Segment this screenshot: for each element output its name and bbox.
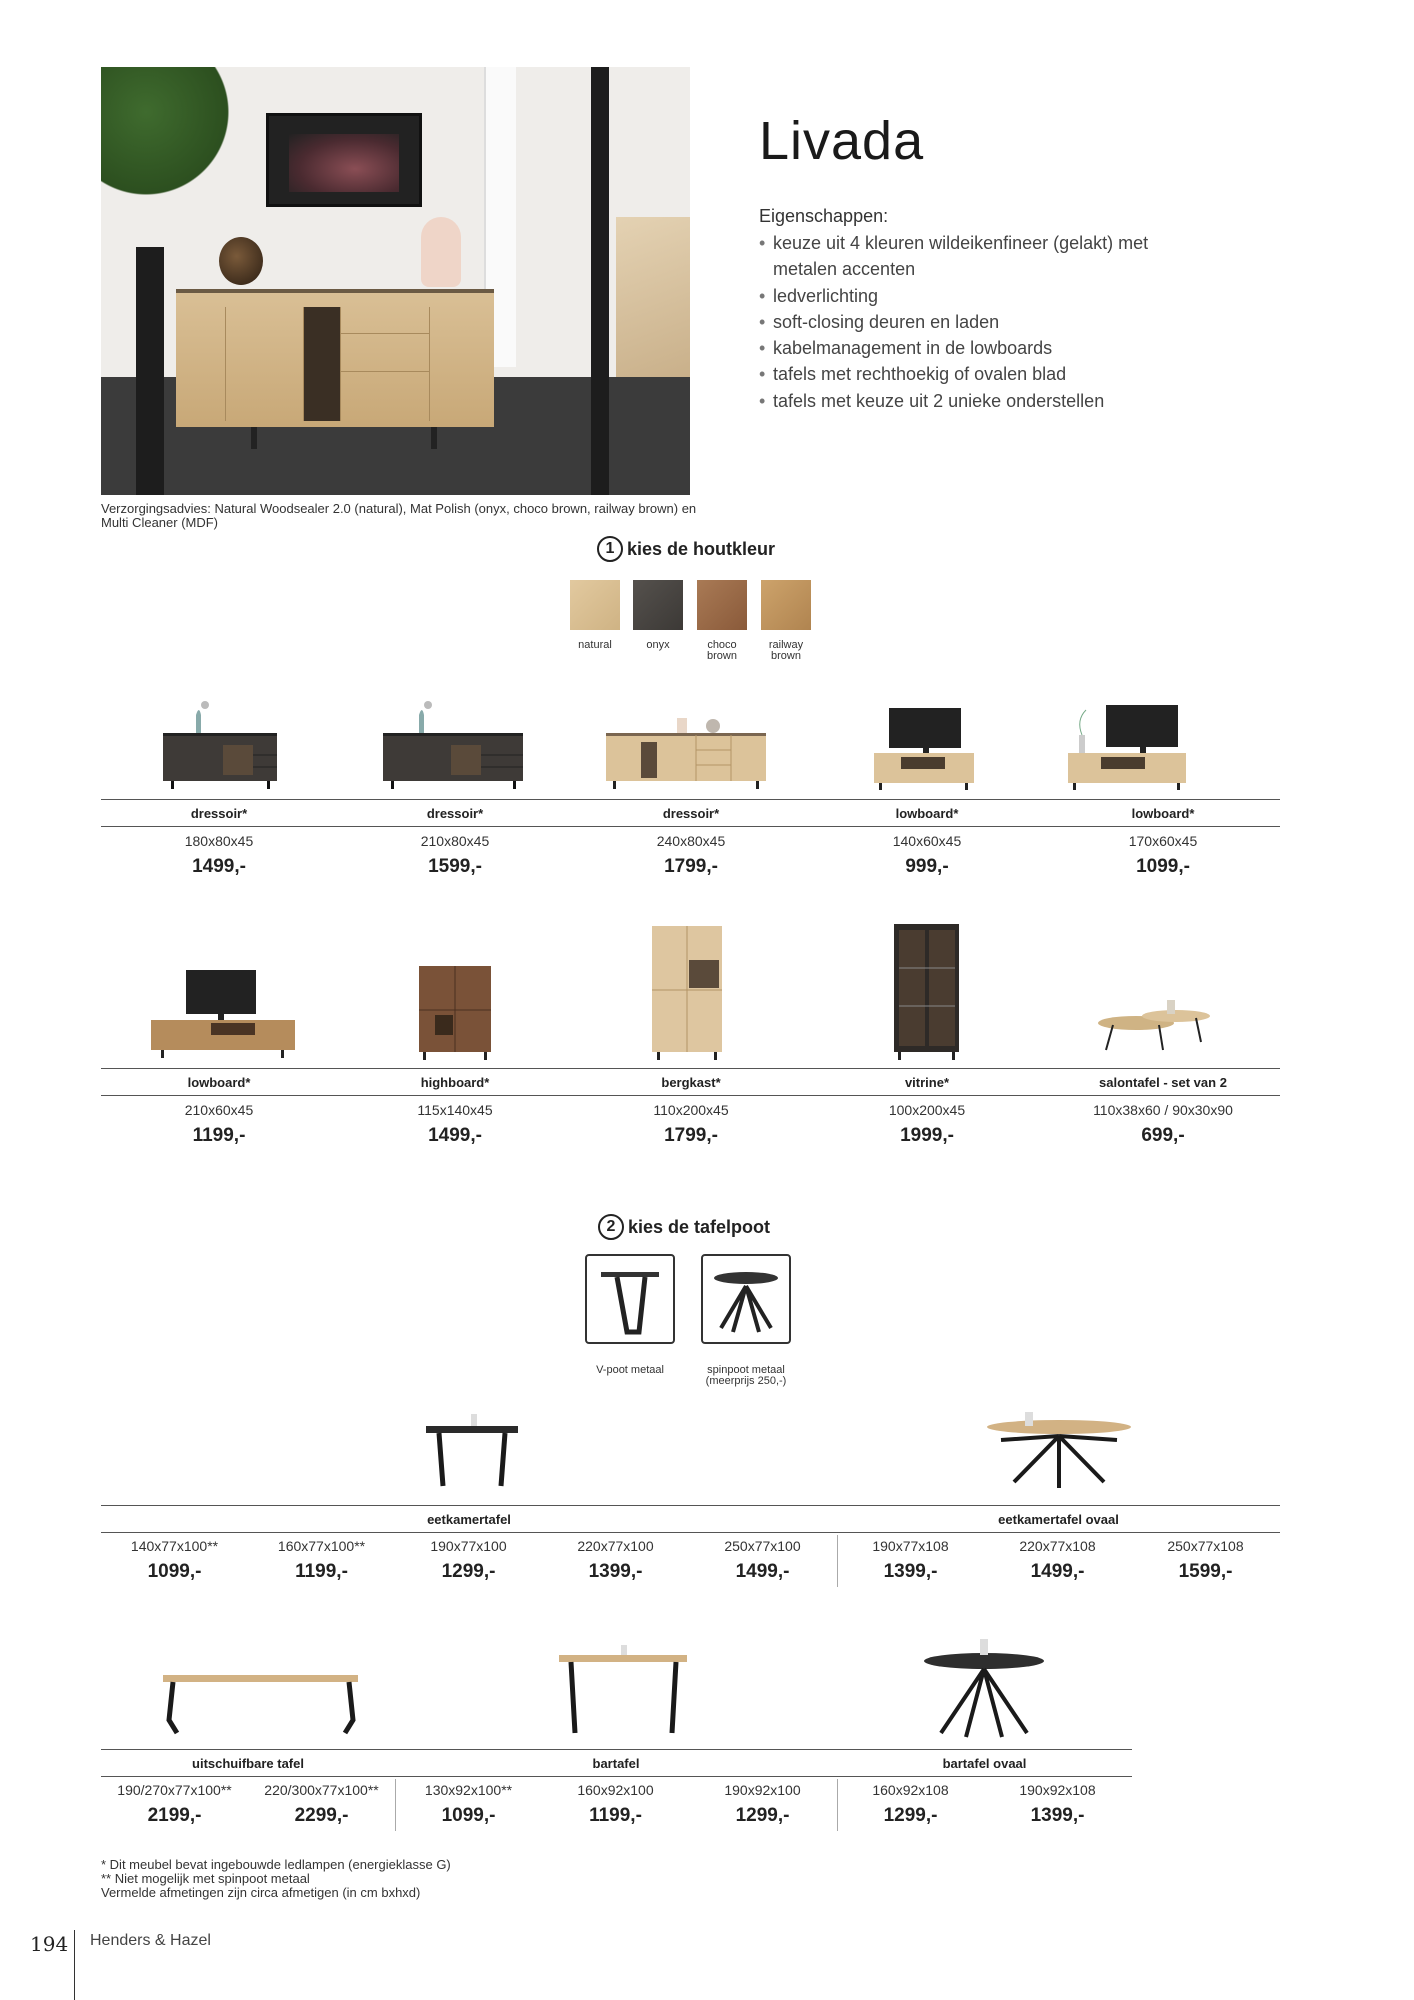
table-group-name: eetkamertafel <box>427 1512 511 1527</box>
product-price: 1399,- <box>883 1561 938 1582</box>
product-name: dressoir* <box>426 806 484 821</box>
step-number: 2 <box>598 1214 624 1240</box>
product-price: 1299,- <box>883 1805 938 1826</box>
row2-bottom-rule <box>101 1095 1280 1096</box>
spin-leg-icon <box>703 1256 789 1342</box>
property-item: • keuze uit 4 kleuren wildeikenfineer (gelakt) met metalen accenten <box>759 230 1179 283</box>
product-price: 1799,- <box>664 1125 718 1146</box>
swatch-label: railway brown <box>768 639 804 662</box>
product-price: 1999,- <box>900 1125 954 1146</box>
product-dims: 190x92x108 <box>1019 1782 1096 1798</box>
footnotes <box>101 1858 451 1900</box>
product-price: 1799,- <box>664 856 718 877</box>
product-dims: 180x80x45 <box>184 833 254 849</box>
product-dims: 130x92x100** <box>424 1782 513 1798</box>
lowboard-210-image <box>151 970 295 1058</box>
property-item: • tafels met keuze uit 2 unieke onderstellen <box>759 388 1179 414</box>
product-dims: 190x77x108 <box>872 1538 949 1554</box>
step-label: kies de houtkleur <box>627 538 776 559</box>
uitschuifbare-tafel-image <box>163 1675 358 1733</box>
tables2-images <box>101 1605 1281 1750</box>
care-advice: Verzorgingsadvies: Natural Woodsealer 2.0 (natural), Mat Polish (onyx, choco brown, railway brown) en Multi Cleaner (MDF) <box>101 501 697 530</box>
product-name: lowboard* <box>1131 806 1195 821</box>
table-group-name: uitschuifbare tafel <box>192 1756 304 1771</box>
product-dims: 115x140x45 <box>417 1102 493 1118</box>
properties-heading: Eigenschappen: <box>759 206 889 226</box>
product-dims: 160x77x100** <box>277 1538 366 1554</box>
product-dims: 170x60x45 <box>1128 833 1198 849</box>
row1-bottom-rule <box>101 826 1280 827</box>
swatch-railway-brown[interactable] <box>761 580 811 630</box>
product-dims: 220/300x77x100** <box>264 1782 379 1798</box>
dressoir-natural-240-image <box>606 718 766 789</box>
product-dims: 250x77x108 <box>1167 1538 1244 1554</box>
hero-photo <box>101 67 690 495</box>
lowboard-140-image <box>874 708 974 790</box>
spin-leg-option[interactable] <box>701 1254 791 1344</box>
row2-product-images <box>101 920 1281 1070</box>
color-swatches <box>570 580 830 670</box>
footnote: Vermelde afmetingen zijn circa afmetigen (in cm bxhxd) <box>101 1885 421 1900</box>
v-leg-option[interactable] <box>585 1254 675 1344</box>
swatch-onyx[interactable] <box>633 580 683 630</box>
step-label: kies de tafelpoot <box>628 1216 771 1237</box>
swatch-natural[interactable] <box>570 580 620 630</box>
row2-top-rule <box>101 1068 1280 1069</box>
product-price: 699,- <box>1141 1125 1185 1146</box>
product-price: 1199,- <box>295 1561 348 1582</box>
product-dims: 240x80x45 <box>656 833 726 849</box>
product-dims: 190x92x100 <box>724 1782 801 1798</box>
product-dims: 210x60x45 <box>184 1102 254 1118</box>
lowboard-170-image <box>1068 705 1186 790</box>
product-price: 1599,- <box>1178 1561 1233 1582</box>
product-price: 1499,- <box>192 856 246 877</box>
footnote: * Dit meubel bevat ingebouwde ledlampen (energieklasse G) <box>101 1857 451 1872</box>
product-name: dressoir* <box>662 806 720 821</box>
product-dims: 220x77x100 <box>577 1538 654 1554</box>
property-item: • kabelmanagement in de lowboards <box>759 335 1179 361</box>
product-dims: 100x200x45 <box>888 1102 966 1118</box>
tables1-top-rule <box>101 1505 1280 1506</box>
bergkast-image <box>652 926 722 1060</box>
product-price: 1199,- <box>192 1125 246 1146</box>
bartafel-image <box>559 1645 687 1733</box>
tables1-images <box>101 1400 1281 1510</box>
v-leg-icon <box>587 1256 673 1342</box>
product-name: dressoir* <box>190 806 248 821</box>
product-dims: 210x80x45 <box>420 833 490 849</box>
eetkamertafel-image <box>426 1414 518 1486</box>
property-item: • tafels met rechthoekig of ovalen blad <box>759 361 1179 387</box>
table-group-name: bartafel ovaal <box>942 1756 1027 1771</box>
brand-name: Henders & Hazel <box>90 1932 211 1949</box>
salontafel-image <box>1098 1000 1210 1050</box>
swatch-label: onyx <box>646 639 670 651</box>
product-dims: 160x92x100 <box>577 1782 654 1798</box>
leg-label: spinpoot metaal (meerprijs 250,-) <box>705 1364 787 1387</box>
footnote: ** Niet mogelijk met spinpoot metaal <box>101 1871 310 1886</box>
highboard-image <box>419 966 491 1060</box>
dressoir-onyx-210-image <box>383 701 523 789</box>
bartafel-ovaal-image <box>924 1639 1044 1737</box>
tables2-bottom-rule <box>101 1776 1132 1777</box>
step-2-heading <box>598 1214 770 1240</box>
product-dims: 140x60x45 <box>892 833 962 849</box>
leg-label: V-poot metaal <box>596 1364 664 1376</box>
product-price: 999,- <box>905 856 949 877</box>
product-dims: 160x92x108 <box>872 1782 949 1798</box>
properties-list <box>759 230 1179 414</box>
product-price: 1499,- <box>428 1125 482 1146</box>
page-number: 194 <box>30 1932 69 1956</box>
table-group-name: eetkamertafel ovaal <box>998 1512 1119 1527</box>
product-price: 2299,- <box>294 1805 349 1826</box>
row1-top-rule <box>101 799 1280 800</box>
product-price: 1099,- <box>441 1805 496 1826</box>
product-dims: 140x77x100** <box>130 1538 219 1554</box>
product-price: 1199,- <box>589 1805 642 1826</box>
product-name: lowboard* <box>895 806 959 821</box>
tables2-top-rule <box>101 1749 1132 1750</box>
step-1-heading <box>597 536 775 562</box>
product-name: bergkast* <box>661 1075 721 1090</box>
swatch-label: natural <box>578 639 612 651</box>
product-name: vitrine* <box>904 1075 950 1090</box>
product-dims: 250x77x100 <box>724 1538 801 1554</box>
product-dims: 220x77x108 <box>1019 1538 1096 1554</box>
dressoir-onyx-image <box>163 701 277 789</box>
vitrine-image <box>894 924 959 1060</box>
row1-product-images <box>101 690 1281 800</box>
table-group-name: bartafel <box>592 1756 640 1771</box>
product-price: 1499,- <box>1030 1561 1085 1582</box>
product-dims: 110x200x45 <box>653 1102 729 1118</box>
product-price: 1599,- <box>428 856 482 877</box>
property-item: • ledverlichting <box>759 283 1179 309</box>
product-name: lowboard* <box>187 1075 251 1090</box>
product-price: 1399,- <box>588 1561 643 1582</box>
product-dims: 110x38x60 / 90x30x90 <box>1093 1102 1233 1118</box>
product-price: 1299,- <box>441 1561 496 1582</box>
product-name: salontafel - set van 2 <box>1099 1075 1227 1090</box>
swatch-choco-brown[interactable] <box>697 580 747 630</box>
product-price: 1099,- <box>1136 856 1190 877</box>
product-price: 1399,- <box>1030 1805 1085 1826</box>
product-dims: 190/270x77x100** <box>117 1782 232 1798</box>
page-title: Livada <box>759 111 925 171</box>
product-name: highboard* <box>420 1075 490 1090</box>
eetkamertafel-ovaal-image <box>987 1412 1131 1488</box>
tables1-bottom-rule <box>101 1532 1280 1533</box>
product-price: 1499,- <box>735 1561 790 1582</box>
swatch-label: choco brown <box>707 639 737 662</box>
product-price: 1099,- <box>147 1561 202 1582</box>
product-price: 2199,- <box>147 1805 202 1826</box>
step-number: 1 <box>597 536 623 562</box>
product-price: 1299,- <box>735 1805 790 1826</box>
property-item: • soft-closing deuren en laden <box>759 309 1179 335</box>
page-divider <box>74 1930 75 2000</box>
product-dims: 190x77x100 <box>430 1538 507 1554</box>
